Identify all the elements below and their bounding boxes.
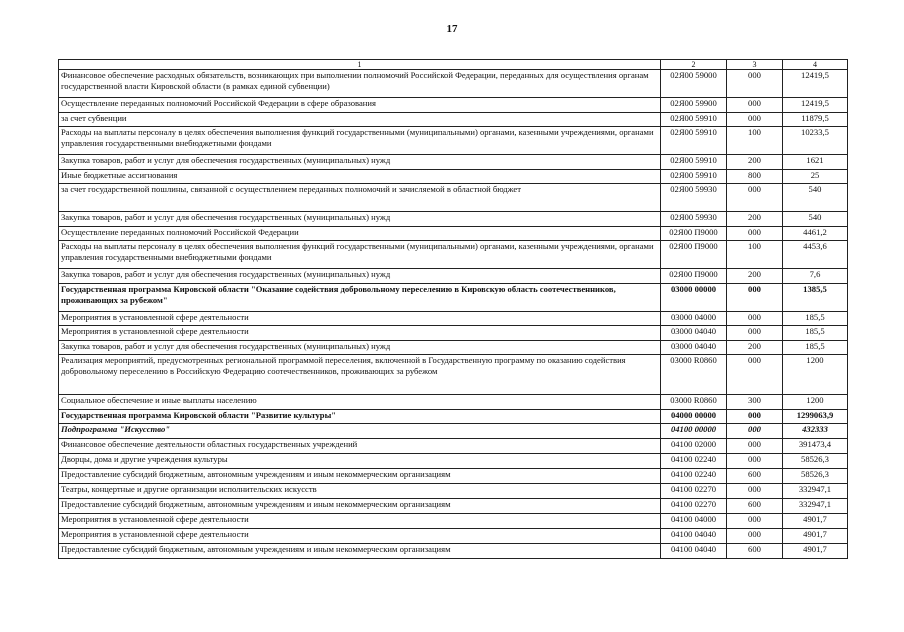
table-row: [59, 155, 848, 170]
row-kvr: 200: [727, 341, 783, 355]
row-name: Предоставление субсидий бюджетным, автономным учреждениям и иным некоммерческим организациям: [59, 469, 661, 484]
header-col-kvr: 3: [727, 60, 783, 70]
row-name: Театры, концертные и другие организации исполнительских искусств: [59, 484, 661, 499]
row-code: 04000 00000: [661, 410, 727, 424]
row-name: Закупка товаров, работ и услуг для обеспечения государственных (муниципальных) нужд: [59, 155, 661, 170]
table-row: [59, 341, 848, 355]
row-kvr: 000: [727, 326, 783, 341]
row-amount: 185,5: [783, 312, 848, 326]
table-row: [59, 424, 848, 439]
row-amount: 10233,5: [783, 127, 848, 155]
row-code: 04100 02270: [661, 499, 727, 514]
row-amount: 4461,2: [783, 227, 848, 241]
row-amount: 25: [783, 170, 848, 184]
row-amount: 4453,6: [783, 241, 848, 269]
row-amount: 185,5: [783, 341, 848, 355]
row-amount: 540: [783, 184, 848, 212]
table-row: [59, 269, 848, 284]
row-code: 02Я00 59910: [661, 155, 727, 170]
table-row: [59, 212, 848, 227]
row-amount: 432333: [783, 424, 848, 439]
row-amount: 391473,4: [783, 439, 848, 454]
row-code: 03000 R0860: [661, 395, 727, 410]
table-row: [59, 410, 848, 424]
table-row: [59, 184, 848, 212]
row-kvr: 000: [727, 70, 783, 98]
row-amount: 4901,7: [783, 529, 848, 544]
table-row: [59, 355, 848, 395]
table-row: [59, 469, 848, 484]
row-amount: 12419,5: [783, 98, 848, 113]
table-row: [59, 454, 848, 469]
row-name: Социальное обеспечение и иные выплаты населению: [59, 395, 661, 410]
row-kvr: 600: [727, 544, 783, 559]
table-row: [59, 439, 848, 454]
row-kvr: 000: [727, 439, 783, 454]
row-name: за счет государственной пошлины, связанной с осуществлением переданных полномочий и зачисляемой в областной бюджет: [59, 184, 661, 212]
row-kvr: 000: [727, 113, 783, 127]
row-kvr: 000: [727, 98, 783, 113]
row-kvr: 000: [727, 514, 783, 529]
row-name: за счет субвенции: [59, 113, 661, 127]
row-code: 03000 04040: [661, 326, 727, 341]
row-kvr: 000: [727, 355, 783, 395]
table-row: [59, 127, 848, 155]
header-col-code: 2: [661, 60, 727, 70]
table-row: [59, 170, 848, 184]
table-row: [59, 98, 848, 113]
row-code: 04100 04040: [661, 529, 727, 544]
row-name: Иные бюджетные ассигнования: [59, 170, 661, 184]
row-name: Закупка товаров, работ и услуг для обеспечения государственных (муниципальных) нужд: [59, 212, 661, 227]
row-kvr: 000: [727, 529, 783, 544]
row-code: 02Я00 П9000: [661, 241, 727, 269]
row-amount: 11879,5: [783, 113, 848, 127]
row-name: Государственная программа Кировской области "Оказание содействия добровольному переселению в Кировскую область соотечественников, проживающих за рубежом": [59, 284, 661, 312]
row-name: Предоставление субсидий бюджетным, автономным учреждениям и иным некоммерческим организациям: [59, 499, 661, 514]
row-amount: 1621: [783, 155, 848, 170]
table-row: [59, 514, 848, 529]
table-row: [59, 484, 848, 499]
row-kvr: 000: [727, 454, 783, 469]
row-amount: 332947,1: [783, 499, 848, 514]
row-kvr: 600: [727, 469, 783, 484]
row-amount: 58526,3: [783, 469, 848, 484]
row-name: Подпрограмма "Искусство": [59, 424, 661, 439]
table-row: [59, 529, 848, 544]
row-name: Мероприятия в установленной сфере деятельности: [59, 312, 661, 326]
row-code: 02Я00 59900: [661, 98, 727, 113]
row-code: 03000 04040: [661, 341, 727, 355]
row-code: 04100 02000: [661, 439, 727, 454]
row-code: 04100 00000: [661, 424, 727, 439]
table-row: [59, 227, 848, 241]
table-row: [59, 241, 848, 269]
table-row: [59, 312, 848, 326]
row-kvr: 600: [727, 499, 783, 514]
row-amount: 540: [783, 212, 848, 227]
row-name: Закупка товаров, работ и услуг для обеспечения государственных (муниципальных) нужд: [59, 269, 661, 284]
row-code: 02Я00 59910: [661, 170, 727, 184]
row-kvr: 100: [727, 127, 783, 155]
row-amount: 1299063,9: [783, 410, 848, 424]
row-name: Финансовое обеспечение расходных обязательств, возникающих при выполнении полномочий Российской Федерации, переданных для осуществления органам государственной власти Кировской области (в рамках единой субвенции): [59, 70, 661, 98]
row-amount: 1385,5: [783, 284, 848, 312]
row-code: 04100 02270: [661, 484, 727, 499]
table-row: [59, 113, 848, 127]
row-kvr: 000: [727, 424, 783, 439]
row-name: Осуществление переданных полномочий Российской Федерации: [59, 227, 661, 241]
table-row: [59, 499, 848, 514]
row-amount: 7,6: [783, 269, 848, 284]
row-name: Финансовое обеспечение деятельности областных государственных учреждений: [59, 439, 661, 454]
row-amount: 185,5: [783, 326, 848, 341]
row-code: 02Я00 59910: [661, 127, 727, 155]
page-number: 17: [446, 23, 458, 35]
row-code: 04100 04040: [661, 544, 727, 559]
row-code: 02Я00 59930: [661, 184, 727, 212]
row-name: Мероприятия в установленной сфере деятельности: [59, 514, 661, 529]
header-row: [59, 60, 848, 70]
table-row: [59, 544, 848, 559]
row-kvr: 000: [727, 410, 783, 424]
header-col-amount: 4: [783, 60, 848, 70]
row-amount: 58526,3: [783, 454, 848, 469]
row-kvr: 000: [727, 312, 783, 326]
row-kvr: 200: [727, 155, 783, 170]
row-code: 02Я00 59000: [661, 70, 727, 98]
row-name: Расходы на выплаты персоналу в целях обеспечения выполнения функций государственными (муниципальными) органами, казенными учреждениями, органами управления государственными внебюджетными фондами: [59, 127, 661, 155]
row-name: Предоставление субсидий бюджетным, автономным учреждениям и иным некоммерческим организациям: [59, 544, 661, 559]
row-code: 04100 04000: [661, 514, 727, 529]
table-row: [59, 70, 848, 98]
row-code: 03000 00000: [661, 284, 727, 312]
row-amount: 4901,7: [783, 544, 848, 559]
row-code: 04100 02240: [661, 454, 727, 469]
row-amount: 1200: [783, 395, 848, 410]
row-kvr: 300: [727, 395, 783, 410]
row-code: 02Я00 59930: [661, 212, 727, 227]
row-code: 02Я00 П9000: [661, 269, 727, 284]
row-name: Закупка товаров, работ и услуг для обеспечения государственных (муниципальных) нужд: [59, 341, 661, 355]
row-kvr: 200: [727, 269, 783, 284]
row-amount: 4901,7: [783, 514, 848, 529]
row-kvr: 100: [727, 241, 783, 269]
row-code: 03000 04000: [661, 312, 727, 326]
row-name: Расходы на выплаты персоналу в целях обеспечения выполнения функций государственными (муниципальными) органами, казенными учреждениями, органами управления государственными внебюджетными фондами: [59, 241, 661, 269]
table-row: [59, 395, 848, 410]
row-kvr: 000: [727, 284, 783, 312]
row-name: Осуществление переданных полномочий Российской Федерации в сфере образования: [59, 98, 661, 113]
row-amount: 332947,1: [783, 484, 848, 499]
row-code: 02Я00 59910: [661, 113, 727, 127]
row-kvr: 000: [727, 227, 783, 241]
table-row: [59, 326, 848, 341]
row-name: Дворцы, дома и другие учреждения культуры: [59, 454, 661, 469]
row-kvr: 800: [727, 170, 783, 184]
row-amount: 1200: [783, 355, 848, 395]
budget-table: [58, 59, 848, 559]
row-code: 02Я00 П9000: [661, 227, 727, 241]
row-name: Реализация мероприятий, предусмотренных региональной программой переселения, включенной в Государственную программу по оказанию содействия добровольному переселению в Российскую Федерацию соотечественников, проживающих за рубежом: [59, 355, 661, 395]
row-kvr: 000: [727, 184, 783, 212]
row-name: Мероприятия в установленной сфере деятельности: [59, 326, 661, 341]
row-code: 03000 R0860: [661, 355, 727, 395]
row-name: Государственная программа Кировской области "Развитие культуры": [59, 410, 661, 424]
row-kvr: 200: [727, 212, 783, 227]
header-col-name: 1: [59, 60, 661, 70]
row-code: 04100 02240: [661, 469, 727, 484]
row-name: Мероприятия в установленной сфере деятельности: [59, 529, 661, 544]
row-amount: 12419,5: [783, 70, 848, 98]
row-kvr: 000: [727, 484, 783, 499]
table-row: [59, 284, 848, 312]
